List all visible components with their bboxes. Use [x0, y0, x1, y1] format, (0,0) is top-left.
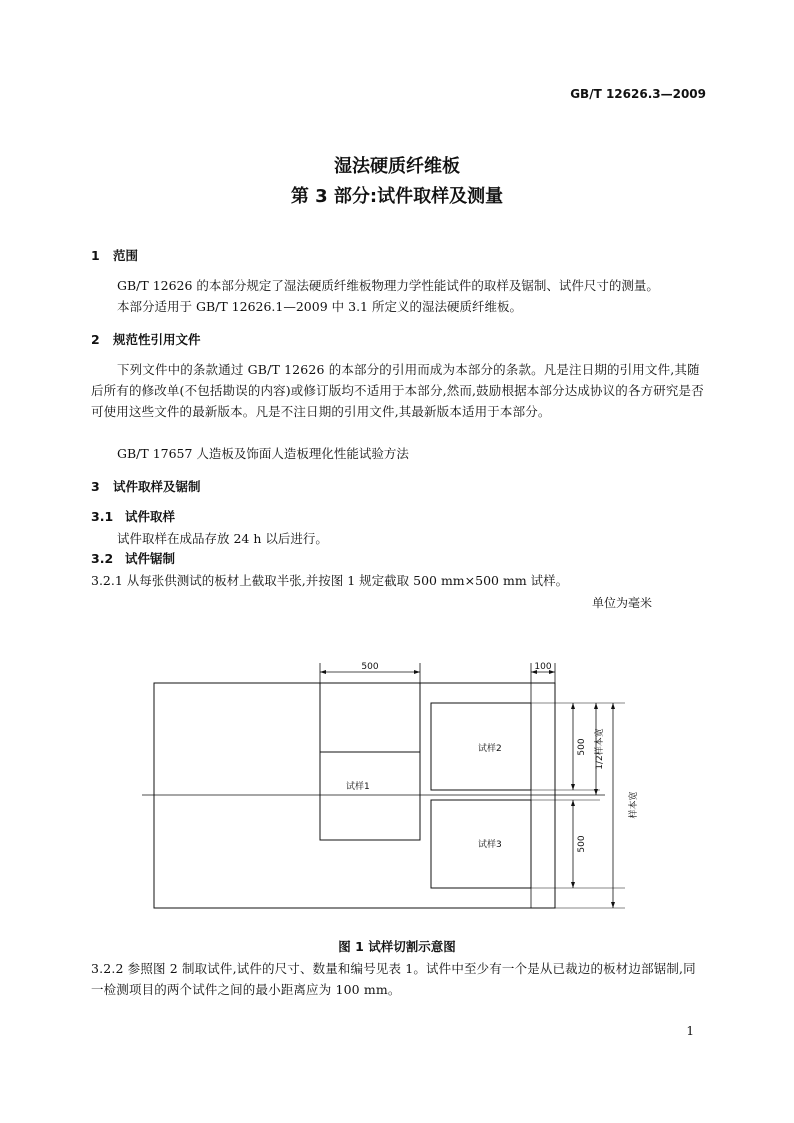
document-subtitle: 第 3 部分:试件取样及测量	[290, 186, 504, 207]
dim-label-top-500: 500	[361, 662, 379, 672]
page-number: 1	[686, 1024, 694, 1038]
section-2-paragraph: 下列文件中的条款通过 GB/T 12626 的本部分的引用而成为本部分的条款。凡是注日期的引用文件,其随后所有的修改单(不包括勘误的内容)或修订版均不适用于本部分,然而,鼓励根据本部分达成协议的各方研究是否可使用这些文件的最新版本。凡是不注日期的引用文件,其最新版本适用于本部分。	[91, 362, 704, 419]
section-3-2-heading	[91, 549, 175, 567]
section-title: 范围	[113, 248, 139, 263]
unit-note: 单位为毫米	[591, 596, 652, 610]
section-3-2-2-paragraph: 3.2.2 参照图 2 制取试件,试件的尺寸、数量和编号见表 1。试件中至少有一个是从已裁边的板材边部锯制,同一检测项目的两个试件之间的最小距离应为 100 mm。	[91, 961, 696, 997]
section-number: 3.1	[91, 509, 114, 524]
document-title: 湿法硬质纤维板	[334, 156, 460, 177]
section-number: 3	[91, 479, 100, 494]
section-title: 试件锯制	[125, 551, 176, 566]
section-title: 规范性引用文件	[113, 332, 201, 347]
dim-label-width: 样本宽	[629, 791, 639, 819]
figure-1-diagram	[130, 655, 640, 920]
normative-reference: GB/T 17657 人造板及饰面人造板理化性能试验方法	[117, 446, 409, 461]
dim-label-right-500-upper: 500	[577, 738, 587, 756]
section-number: 3.2	[91, 551, 114, 566]
section-3-1-paragraph: 试件取样在成品存放 24 h 以后进行。	[117, 531, 328, 546]
dim-label-half-width: 1/2样本宽	[595, 728, 605, 770]
section-number: 1	[91, 248, 100, 263]
section-3-heading	[91, 477, 201, 495]
section-1-paragraph-1: GB/T 12626 的本部分规定了湿法硬质纤维板物理力学性能试件的取样及锯制、试件尺寸的测量。	[117, 278, 659, 293]
sample-3-label: 试样3	[478, 840, 502, 850]
section-3-1-heading	[91, 507, 175, 525]
standard-number: GB/T 12626.3—2009	[570, 87, 706, 101]
sample-2-label: 试样2	[478, 744, 502, 754]
sample-1-box	[320, 683, 420, 840]
section-1-heading	[91, 246, 138, 264]
board-outline	[154, 683, 555, 908]
section-2-heading	[91, 330, 201, 348]
figure-1-caption: 图 1 试样切割示意图	[338, 939, 456, 954]
section-title: 试件取样	[125, 509, 176, 524]
section-1-paragraph-2: 本部分适用于 GB/T 12626.1—2009 中 3.1 所定义的湿法硬质纤维板。	[117, 299, 522, 314]
dim-label-right-500-lower: 500	[577, 835, 587, 853]
sample-1-label: 试样1	[346, 782, 370, 792]
section-title: 试件取样及锯制	[113, 479, 201, 494]
section-3-2-1-paragraph: 3.2.1 从每张供测试的板材上截取半张,并按图 1 规定截取 500 mm×500 mm 试样。	[91, 573, 569, 588]
section-number: 2	[91, 332, 100, 347]
dim-label-top-100: 100	[534, 662, 552, 672]
